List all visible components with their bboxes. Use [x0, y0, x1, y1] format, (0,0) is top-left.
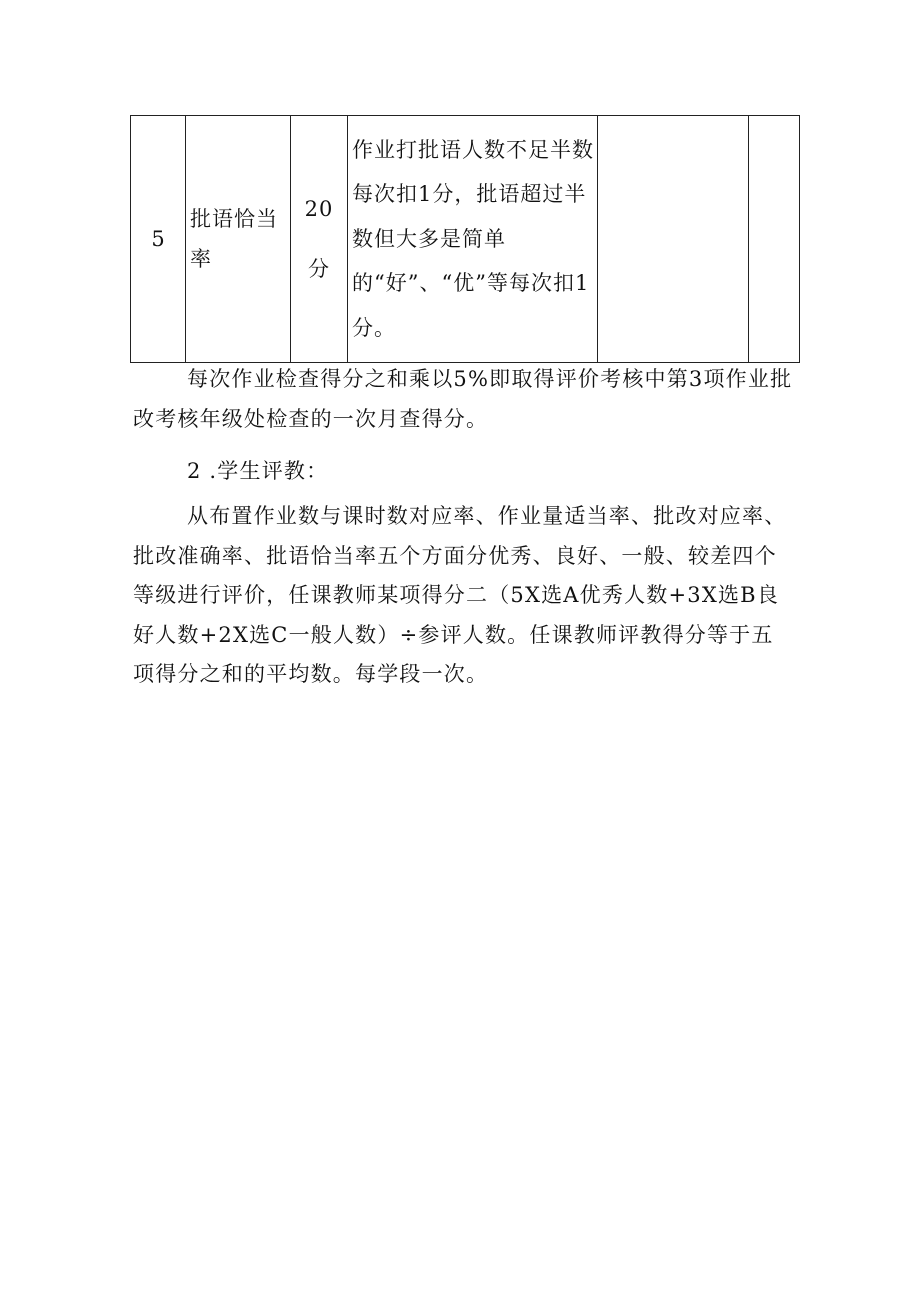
item-score-cell	[291, 116, 348, 363]
blank-cell-2	[749, 116, 800, 363]
criteria-cell	[348, 116, 598, 363]
item-name-cell	[186, 116, 291, 363]
blank-cell-1	[598, 116, 749, 363]
table-row	[131, 116, 800, 363]
criteria-text: 作业打批语人数不足半数每次扣1分，批语超过半数但大多是简单的“好”、“优”等每次扣1分。	[352, 137, 594, 340]
item-number: 5	[151, 227, 165, 251]
item-name: 批语恰当率	[190, 207, 278, 271]
item-number-cell	[131, 116, 186, 363]
section-heading-student-evaluation: 2 .学生评教：	[187, 459, 329, 483]
item-score: 20分	[304, 197, 334, 281]
paragraph-student-evaluation: 从布置作业数与课时数对应率、作业量适当率、批改对应率、批改准确率、批语恰当率五个方面分优秀、良好、一般、较差四个等级进行评价，任课教师某项得分二（5X选A优秀人数+3X选B良好人数+2X选C一般人数）÷参评人数。任课教师评教得分等于五项得分之和的平均数。每学段一次。	[133, 504, 787, 687]
score-table	[130, 115, 800, 363]
paragraph-score-calculation: 每次作业检查得分之和乘以5%即取得评价考核中第3项作业批改考核年级处检查的一次月查得分。	[133, 367, 793, 431]
